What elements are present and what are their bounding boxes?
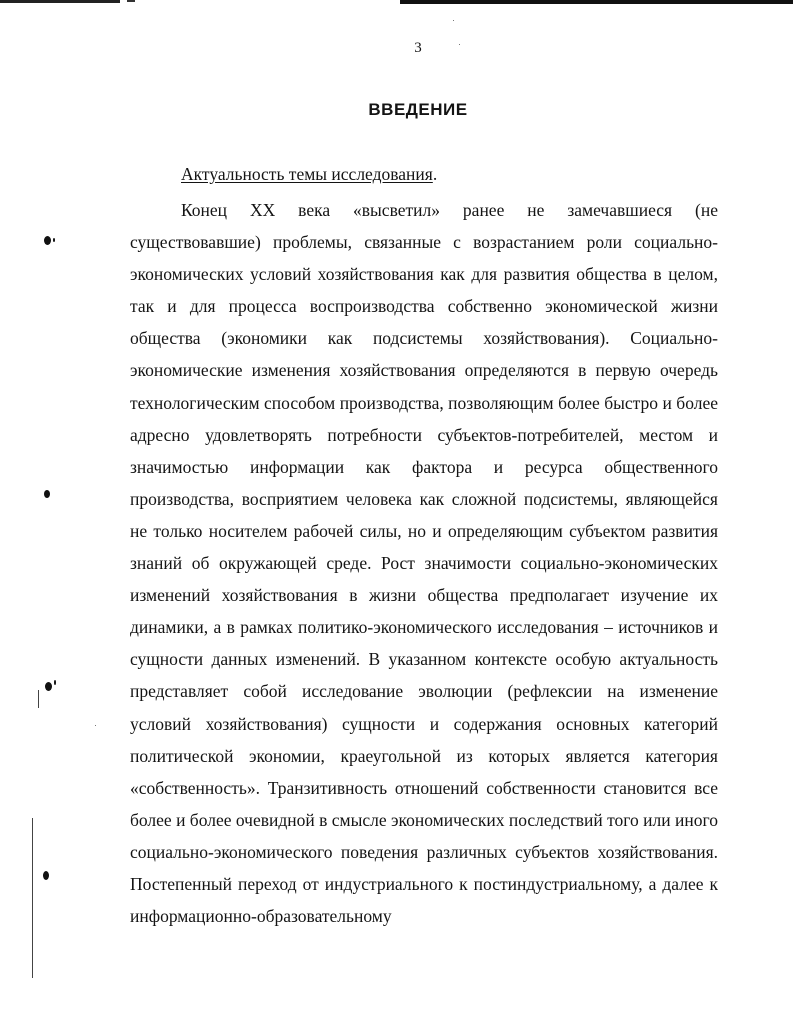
section-subheading-text: Актуальность темы исследования xyxy=(181,164,433,184)
scan-edge-tick xyxy=(127,0,135,2)
margin-mark-2 xyxy=(44,490,50,498)
page-title: ВВЕДЕНИЕ xyxy=(368,100,468,119)
section-subheading xyxy=(181,163,437,185)
margin-mark-3b xyxy=(54,680,56,685)
scan-speck xyxy=(95,725,96,726)
scan-edge-rule-right xyxy=(400,0,793,4)
scan-speck xyxy=(453,20,454,21)
margin-mark-4 xyxy=(43,871,49,880)
margin-mark-1b xyxy=(53,238,55,242)
margin-mark-3 xyxy=(45,682,52,691)
margin-scan-line xyxy=(32,818,33,978)
section-subheading-period: . xyxy=(432,164,438,184)
margin-scan-line-short xyxy=(38,690,39,708)
margin-mark-1 xyxy=(44,236,51,245)
scan-edge-rule-left xyxy=(0,0,120,3)
page-number: 3 xyxy=(414,40,422,56)
body-paragraph: Конец XX века «высветил» ранее не замечавшиеся (не существовавшие) проблемы, связанные с возрастанием роли социально-экономических условий хозяйствования как для развития общества в целом, так и для процесса воспроизводства собственно экономической жизни общества (экономики как подсистемы хозяйствования). Социально-экономические изменения хозяйствования определяются в первую очередь технологическим способом производства, позволяющим более быстро и более адресно удовлетворять потребности субъектов-потребителей, местом и значимостью информации как фактора и ресурса общественного производства, восприятием человека как сложной подсистемы, являющейся не только носителем рабочей силы, но и определяющим субъектом развития знаний об окружающей среде. Рост значимости социально-экономических изменений хозяйствования в жизни общества предполагает изучение их динамики, а в рамках политико-экономического исследования – источников и сущности данных изменений. В указанном контексте особую актуальность представляет собой исследование эволюции (рефлексии на изменение условий хозяйствования) сущности и содержания основных категорий политической экономии, краеугольной из которых является категория «собственность». Транзитивность отношений собственности становится все более и более очевидной в смысле экономических последствий того или иного социально-экономического поведения различных субъектов хозяйствования. Постепенный переход от индустриального к постиндустриальному, а далее к информационно-образовательному xyxy=(130,200,718,927)
